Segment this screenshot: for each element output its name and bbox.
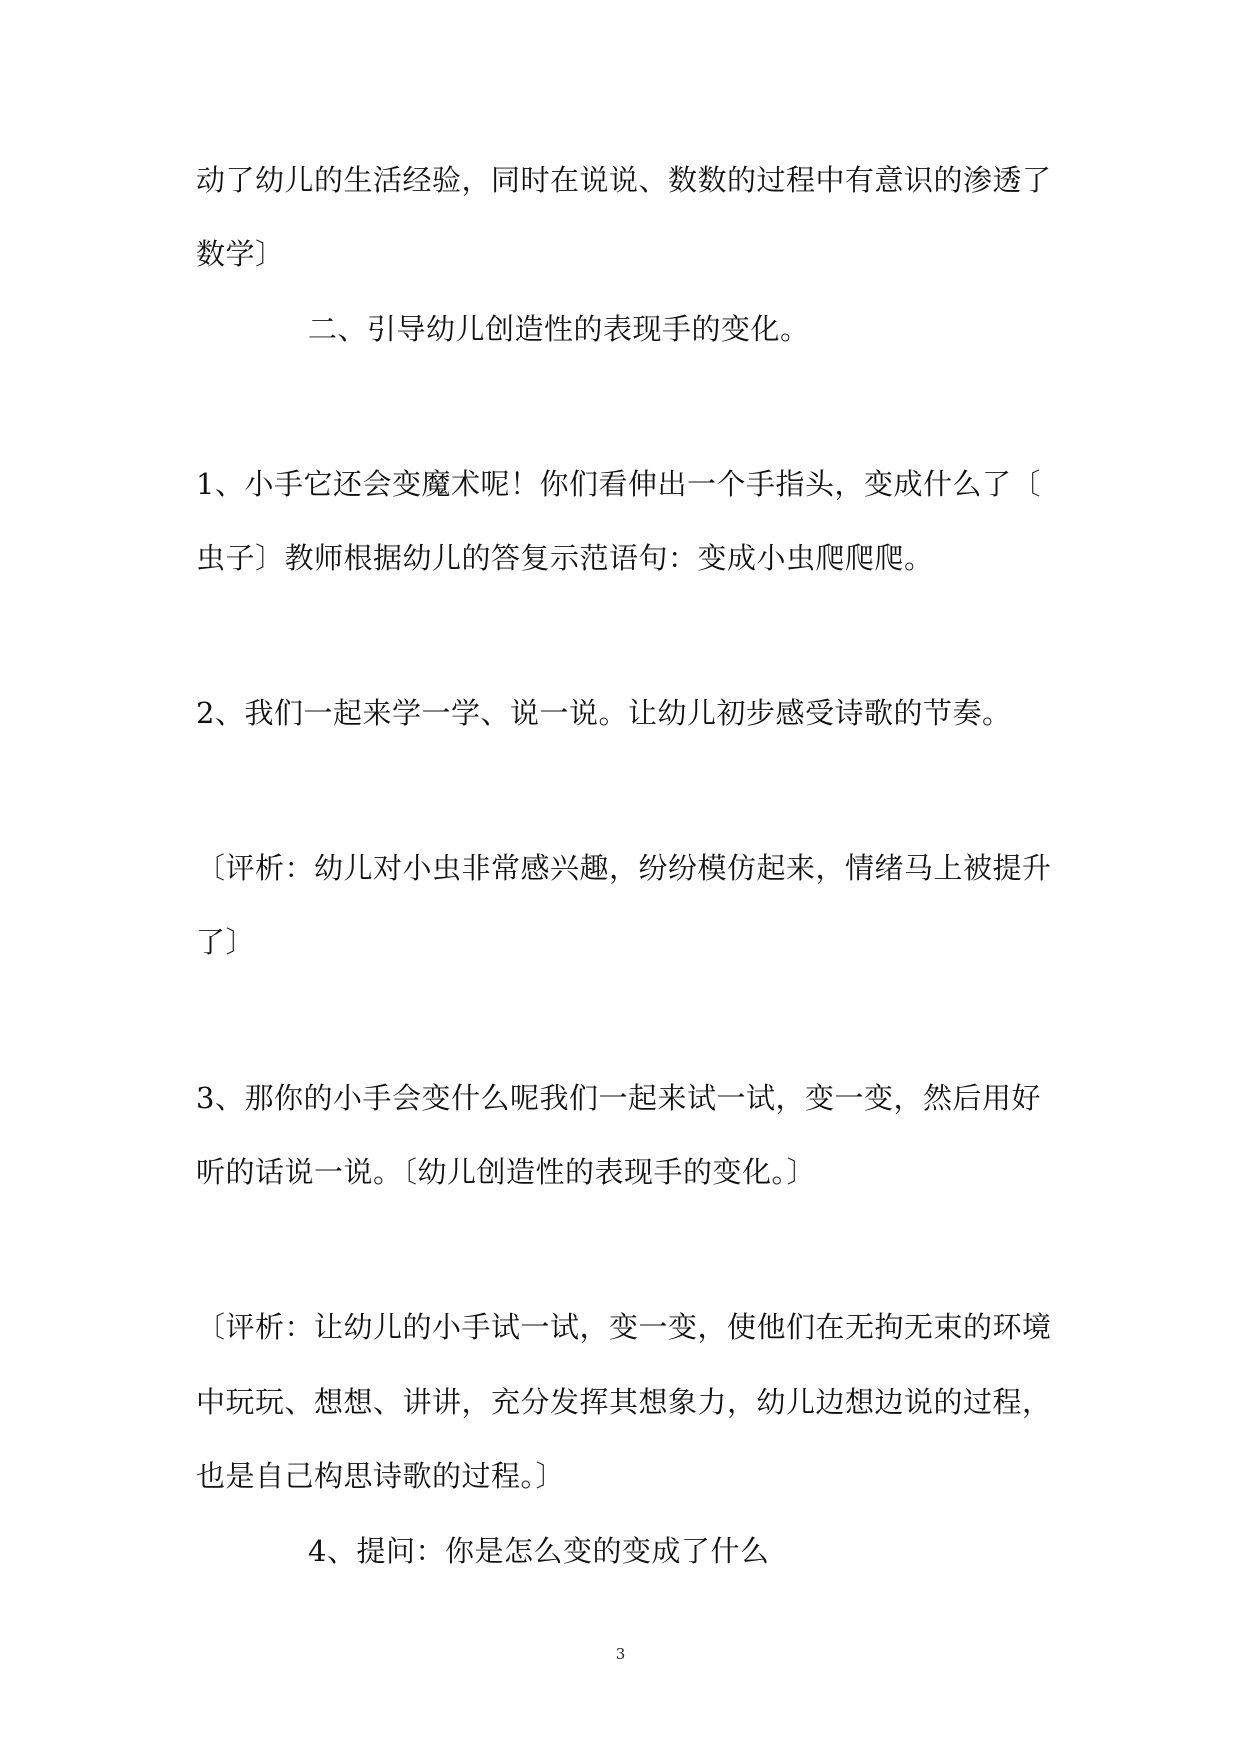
body-text-line: 也是自己构思诗歌的过程。〕 [196, 1459, 566, 1493]
body-text-line: 中玩玩、想想、讲讲，充分发挥其想象力，幼儿边想边说的过程， [196, 1385, 1052, 1419]
body-text-line: 听的话说一说。〔幼儿创造性的表现手的变化。〕 [196, 1155, 817, 1189]
body-text-line: 虫子〕教师根据幼儿的答复示范语句：变成小虫爬爬爬。 [196, 541, 934, 575]
body-text-line: 3、那你的小手会变什么呢我们一起来试一试，变一变，然后用好 [196, 1081, 1041, 1115]
section-heading: 二、引导幼儿创造性的表现手的变化。 [308, 312, 810, 346]
body-text-line: 了〕 [196, 925, 256, 959]
body-text-line: 2、我们一起来学一学、说一说。让幼儿初步感受诗歌的节奏。 [196, 696, 1012, 730]
body-text-line: 4、提问：你是怎么变的变成了什么 [308, 1534, 770, 1568]
body-text-line: 数学〕 [196, 237, 285, 271]
body-text-line: 动了幼儿的生活经验，同时在说说、数数的过程中有意识的渗透了 [196, 163, 1052, 197]
body-text-line: 〔评析：让幼儿的小手试一试，变一变，使他们在无拘无束的环境 [196, 1310, 1052, 1344]
body-text-line: 1、小手它还会变魔术呢！你们看伸出一个手指头，变成什么了〔 [196, 467, 1041, 501]
body-text-line: 〔评析：幼儿对小虫非常感兴趣，纷纷模仿起来，情绪马上被提升 [196, 851, 1052, 885]
page-number: 3 [615, 1645, 626, 1663]
